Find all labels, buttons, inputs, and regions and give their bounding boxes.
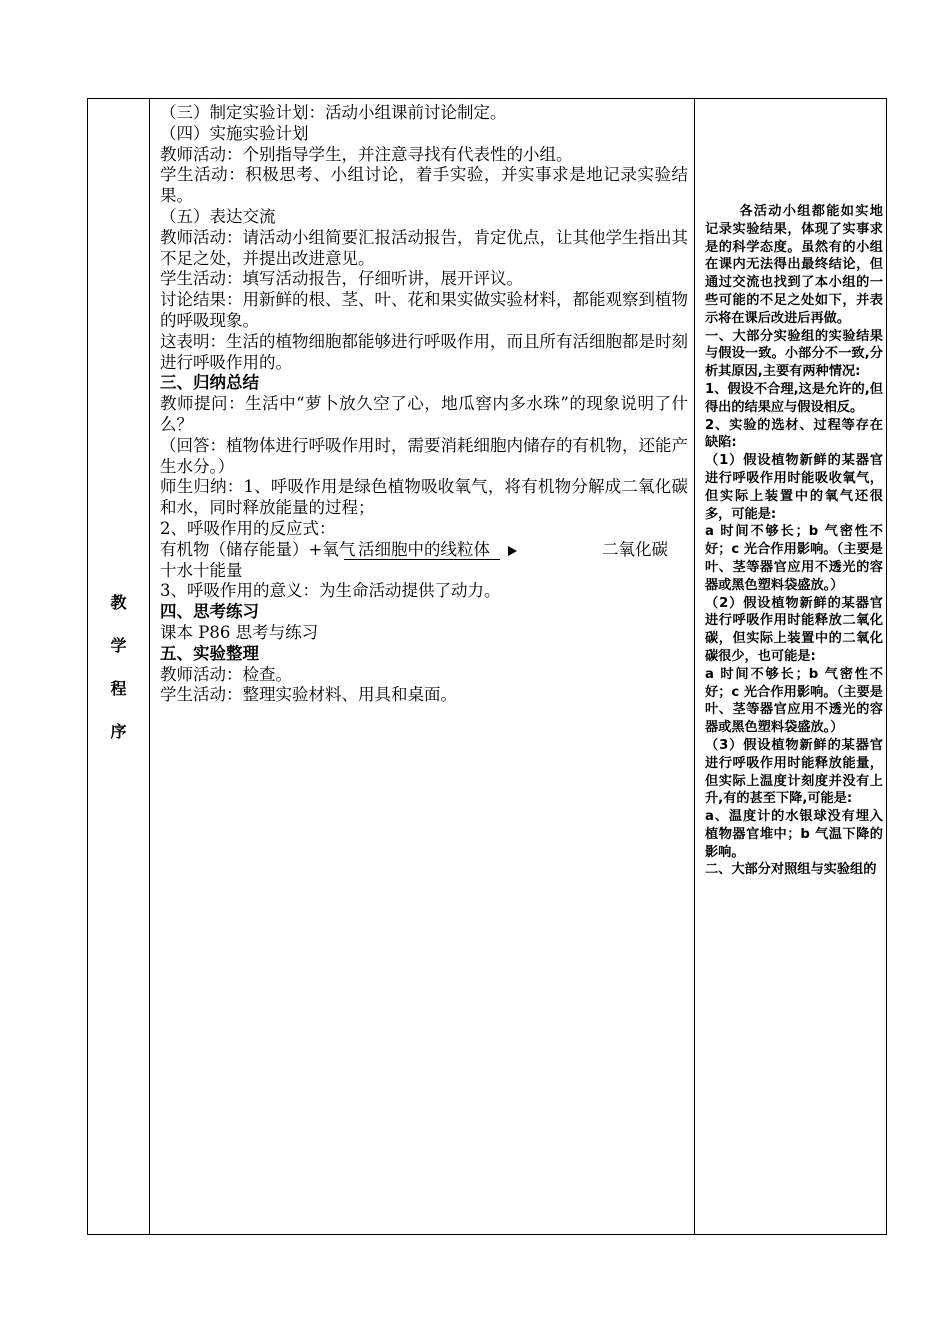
section-heading: 三、归纳总结: [160, 373, 259, 393]
row-label-char: 学: [110, 635, 127, 655]
note-paragraph: 一、大部分实验组的实验结果与假设一致。小部分不一致,分析其原因,主要有两种情况:: [705, 328, 883, 380]
procedure-line: （五）表达交流: [160, 206, 276, 226]
note-paragraph: （1）假设植物新鲜的某器官进行呼吸作用时能吸收氧气，但实际上装置中的氧气还很多，可能是:: [705, 453, 883, 522]
note-paragraph: a 时间不够长；b 气密性不好；c 光合作用影响。（主要是叶、茎等器官应用不透光的容器或黑色塑料袋盛放。）: [705, 666, 883, 736]
reaction-formula: [160, 540, 688, 561]
row-label-char: 程: [110, 678, 127, 698]
lesson-table: [87, 98, 887, 1235]
procedure-line: （三）制定实验计划：活动小组课前讨论制定。: [160, 103, 507, 122]
reaction-arrow-line: [344, 559, 500, 560]
procedure-line: 学生活动：积极思考、小组讨论，着手实验，并实事求是地记录实验结果。: [160, 165, 688, 206]
procedure-line: 学生活动：整理实验材料、用具和桌面。: [160, 685, 457, 705]
note-paragraph: 各活动小组都能如实地记录实验结果，体现了实事求是的科学态度。虽然有的小组在课内无法得出最终结论，但通过交流也找到了本小组的一些可能的不足之处如下，并表示将在课后改进后再做。: [705, 204, 883, 326]
teaching-procedure-content: [160, 103, 688, 706]
formula-reactants: 有机物（储存能量）+氧气: [160, 539, 356, 559]
section-heading: 四、思考练习: [160, 602, 259, 622]
procedure-line: （四）实施实验计划: [160, 123, 309, 143]
procedure-line: 3、呼吸作用的意义：为生命活动提供了动力。: [160, 581, 501, 601]
formula-condition: 活细胞中的线粒体: [358, 539, 490, 559]
procedure-line: 教师活动：个别指导学生，并注意寻找有代表性的小组。: [160, 144, 573, 164]
row-label-char: 序: [110, 721, 127, 741]
procedure-line: 教师活动：检查。: [160, 664, 292, 684]
column-divider: [149, 99, 150, 1234]
reflection-notes: [705, 203, 883, 879]
formula-continuation: 十水十能量: [160, 560, 243, 580]
procedure-line: 讨论结果：用新鲜的根、茎、叶、花和果实做实验材料，都能观察到植物的呼吸现象。: [160, 290, 688, 330]
procedure-lines: [160, 103, 688, 540]
note-paragraph: 2、实验的选材、过程等存在缺陷:: [705, 417, 883, 451]
row-label-char: 教: [110, 592, 127, 612]
note-paragraph: 1、假设不合理,这是允许的,但得出的结果应与假设相反。: [705, 381, 883, 415]
procedure-line: （回答：植物体进行呼吸作用时，需要消耗细胞内储存的有机物，还能产生水分。）: [160, 435, 688, 476]
procedure-line: 2、呼吸作用的反应式：: [160, 518, 336, 538]
formula-products: 二氧化碳: [602, 539, 668, 559]
arrow-head-icon: [508, 546, 517, 556]
procedure-lines: [160, 581, 688, 706]
note-paragraph: （3）假设植物新鲜的某器官进行呼吸作用时能释放能量，但实际上温度计刻度并没有上升,有的甚至下降,可能是:: [705, 737, 883, 807]
note-paragraph: a 时间不够长；b 气密性不好；c 光合作用影响。（主要是叶、茎等器官应用不透光的容器或黑色塑料袋盛放。）: [705, 524, 883, 593]
note-paragraph: 二、大部分对照组与实验组的: [705, 862, 877, 878]
section-heading: 五、实验整理: [160, 643, 259, 663]
procedure-line: 课本 P86 思考与练习: [160, 622, 319, 642]
row-label: [88, 99, 149, 1234]
note-paragraph: （2）假设植物新鲜的某器官进行呼吸作用时能释放二氧化碳，但实际上装置中的二氧化碳很少，也可能是:: [705, 595, 883, 664]
procedure-line: 这表明：生活的植物细胞都能够进行呼吸作用，而且所有活细胞都是时刻进行呼吸作用的。: [160, 331, 688, 372]
note-paragraph: a、温度计的水银球没有埋入植物器官堆中；b 气温下降的影响。: [705, 809, 883, 860]
procedure-line: 教师活动：请活动小组简要汇报活动报告，肯定优点，让其他学生指出其不足之处，并提出改进意见。: [160, 227, 688, 268]
column-divider: [694, 99, 695, 1234]
procedure-line: 师生归纳：1、呼吸作用是绿色植物吸收氧气，将有机物分解成二氧化碳和水，同时释放能量的过程；: [160, 477, 688, 518]
procedure-line: 教师提问：生活中“萝卜放久空了心，地瓜窖内多水珠”的现象说明了什么？: [160, 394, 688, 434]
procedure-line: 学生活动：填写活动报告，仔细听讲，展开评议。: [160, 269, 523, 289]
